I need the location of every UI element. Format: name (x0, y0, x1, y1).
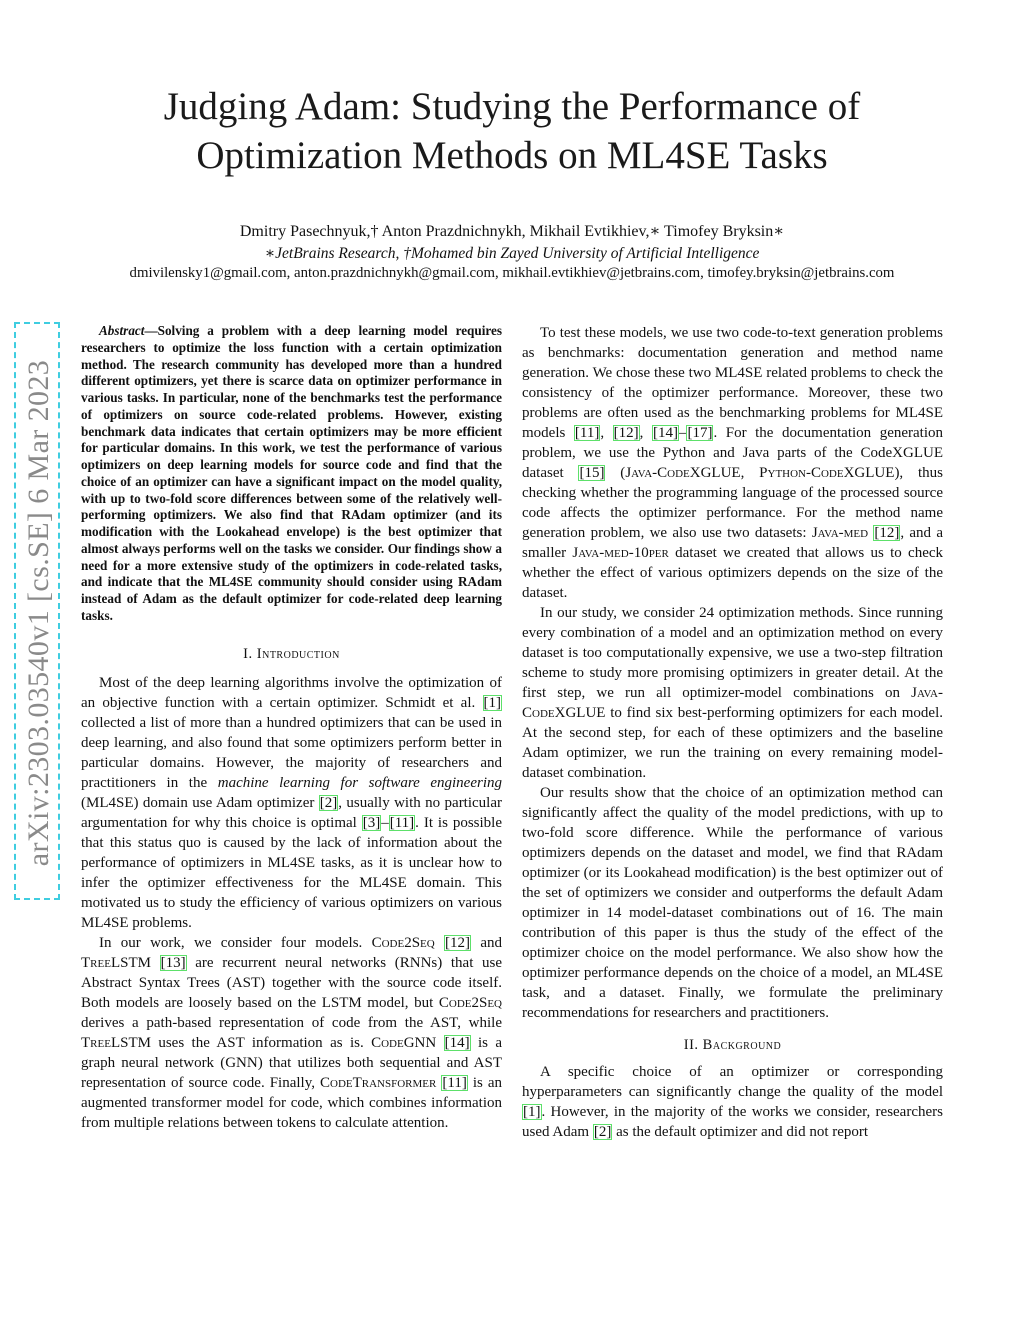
citation-link[interactable]: [15] (579, 465, 605, 481)
citation-link[interactable]: [14] (652, 425, 678, 441)
citation-link[interactable]: [12] (445, 934, 471, 951)
citation-link[interactable]: [2] (593, 1124, 612, 1140)
section-heading-introduction: I. Introduction (243, 645, 340, 662)
citation-link[interactable]: [1] (483, 694, 501, 711)
intro-paragraph-2: In our work, we consider four models. Code2Seq [12] and TreeLSTM [13] are recurrent neural networks (RNNs) that use Abstract Syntax Trees (AST) together with the source code itself. Both models are loosely based on the LSTM model, but Code2Seq derives a path-based representation of code from the AST, while TreeLSTM uses the AST information as is. CodeGNN [14] is a graph neural network (GNN) that utilizes both sequential and AST representation of source code. Finally, CodeTransformer [11] is an augmented transformer model for code, which combines information from multiple relations between tokens to calculate attention. (81, 934, 503, 1131)
intro-paragraph-1: Most of the deep learning algorithms involve the optimization of an objective function with a certain optimizer. Schmidt et al. [1] collected a list of more than a hundred optimizers that can be used in deep learning, and also found that some optimizers perform better in particular domains. However, the majority of researchers and practitioners in the machine learning for software engineering (ML4SE) domain use Adam optimizer [2], usually with no particular argumentation for why this choice is optimal [3]–[11]. It is possible that this status quo is caused by the lack of information about the performance of optimizers in ML4SE tasks, as it is unclear how to infer the optimizer effectiveness for the ML4SE domain. This motivated us to study the efficiency of various optimizers on various ML4SE problems. (81, 674, 502, 931)
arxiv-stamp-text: arXiv:2303.03540v1 [cs.SE] 6 Mar 2023 (22, 359, 55, 867)
abstract-label: Abstract (99, 323, 145, 338)
intro-paragraph-4: In our study, we consider 24 optimization methods. Since running every combination of a model and an optimization method on every dataset is too computationally expensive, we use a two-step filtration scheme to study more promising optimizers in greater detail. At the first step, we run all optimizer-model combinations on Java-CodeXGLUE to find six best-performing optimizers for each model. At the second step, for each of these optimizers and the baseline Adam optimizer, we run the training on every remaining model-dataset combination. (522, 605, 943, 781)
citation-link[interactable]: [3] (362, 814, 381, 831)
left-column (81, 323, 502, 1133)
citation-link[interactable]: [12] (613, 425, 639, 441)
title-line-2: Optimization Methods on ML4SE Tasks (196, 134, 828, 177)
intro-paragraph-3: To test these models, we use two code-to-text generation problems as benchmarks: documentation generation and method name generation. We chose these two ML4SE related problems to check the consistency of the optimizer performance. Moreover, these two problems are often used as the benchmarking problems for ML4SE models [11], [12], [14]–[17]. For the documentation generation problem, we use the Python and Java parts of the CodeXGLUE dataset [15] (Java-CodeXGLUE, Python-CodeXGLUE), thus checking whether the programming language of the processed source code affects the optimizer performance. For the method name generation problem, we also use two datasets: Java-med [12], and a smaller Java-med-10per dataset we created that allows us to check whether the effect of various optimizers depends on the size of the dataset. (522, 325, 944, 601)
background-paragraph-1: A specific choice of an optimizer or corresponding hyperparameters can significantly change the quality of the model [1]. However, in the majority of the works we consider, researchers used Adam [2] as the default optimizer and did not report (522, 1064, 943, 1140)
citation-link[interactable]: [17] (687, 425, 713, 441)
paper-title (80, 82, 944, 180)
abstract-text: —Solving a problem with a deep learning model requires researchers to optimize the loss function with a certain optimization method. The research community has developed more than a hundred different optimizers, yet there is scarce data on optimizer performance in various tasks. In particular, none of the benchmarks test the performance of optimizers on source code-related problems. However, existing benchmark data indicates that certain optimizers may be more efficient for particular domains. In this work, we test the performance of various optimizers on deep learning models for source code and find that the choice of an optimizer can have a significant impact on the model quality, with up to two-fold score differences between some of the relatively well-performing optimizers. We also find that RAdam optimizer (and its modification with the Lookahead envelope) is the best optimizer that almost always performs well on the tasks we consider. Our findings show a need for a more extensive study of the optimizers in code-related tasks, and indicate that the ML4SE community should consider using RAdam instead of Adam as the default optimizer for code-related deep learning tasks. (81, 323, 502, 623)
citation-link[interactable]: [11] (389, 814, 415, 831)
citation-link[interactable]: [12] (874, 525, 900, 541)
title-line-1: Judging Adam: Studying the Performance of (163, 85, 861, 128)
right-column (522, 323, 943, 1142)
citation-link[interactable]: [11] (442, 1074, 467, 1091)
arxiv-stamp[interactable] (14, 322, 60, 900)
citation-link[interactable]: [14] (444, 1034, 470, 1051)
affiliations: ∗JetBrains Research, †Mohamed bin Zayed University of Artificial Intelligence (264, 245, 760, 262)
intro-paragraph-5: Our results show that the choice of an optimization method can significantly affect the quality of the model predictions, with up to two-fold score difference. While the performance of various optimizers depends on the dataset and model, we find that RAdam optimizer (or its Lookahead modification) is the best optimizer out of the set of optimizers we consider and outperforms the default Adam optimizer in 14 model-dataset combinations out of 16. The main contribution of this paper is thus the study of the effect of the optimizer choice on the model performance. We also show how the optimizer performance depends on the choice of a model, an ML4SE task, and a dataset. Finally, we formulate the preliminary recommendations for researchers and practitioners. (522, 785, 943, 1021)
citation-link[interactable]: [1] (523, 1104, 541, 1120)
author-emails: dmivilensky1@gmail.com, anton.prazdnichnykh@gmail.com, mikhail.evtikhiev@jetbrains.com, timofey.bryksin@jetbrains.com (129, 265, 895, 281)
citation-link[interactable]: [13] (160, 954, 186, 971)
citation-link[interactable]: [11] (574, 425, 600, 441)
citation-link[interactable]: [2] (319, 794, 338, 811)
abstract (81, 323, 502, 625)
section-heading-background: II. Background (683, 1037, 782, 1053)
author-list: Dmitry Pasechnyuk,† Anton Prazdnichnykh, Mikhail Evtikhiev,∗ Timofey Bryksin∗ (239, 223, 785, 240)
